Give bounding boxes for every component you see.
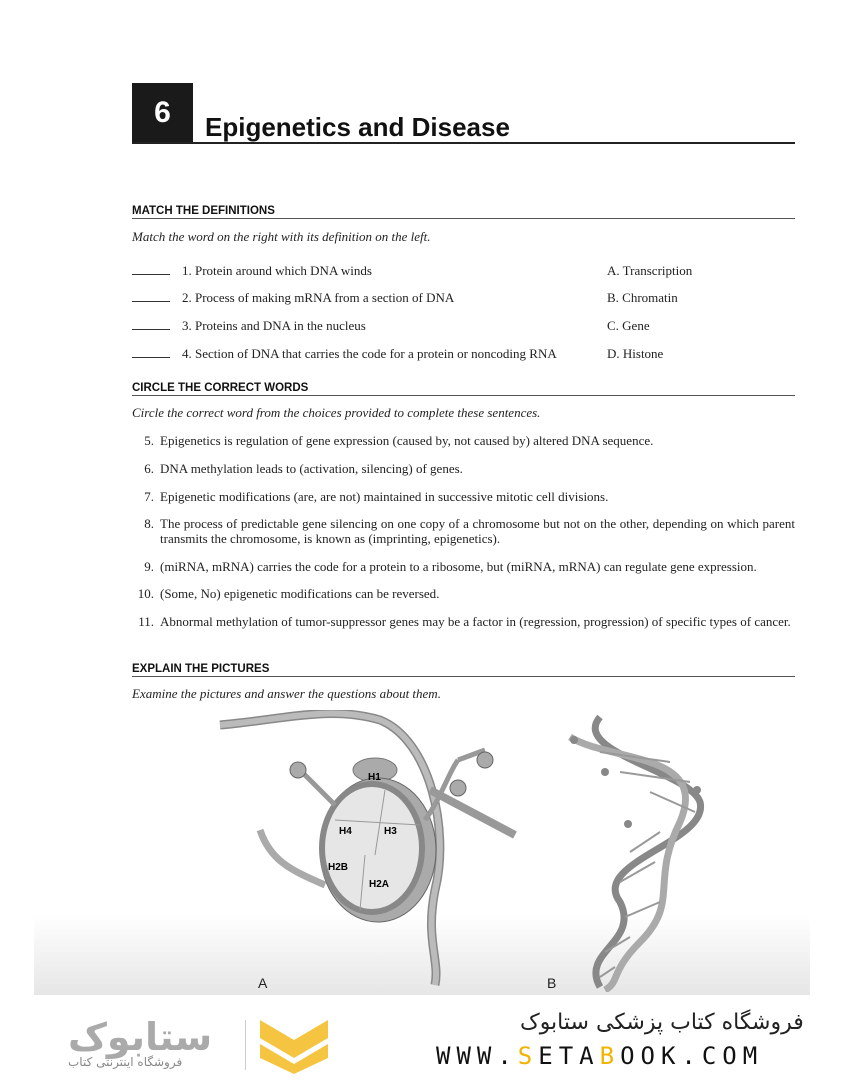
section-header-match: MATCH THE DEFINITIONS (132, 205, 795, 219)
histone-tail-bead (477, 752, 493, 768)
answer-option: C. Gene (607, 318, 650, 333)
question-number: 8. (144, 516, 154, 531)
setabook-logo-text: ستابوک (68, 1015, 213, 1059)
question (132, 489, 795, 504)
answer-blank[interactable] (132, 301, 170, 302)
definition: 4. Section of DNA that carries the code for a protein or noncoding RNA (182, 346, 557, 361)
answer-option: D. Histone (607, 346, 664, 361)
question-number: 6. (144, 461, 154, 476)
chapter-title: Epigenetics and Disease (205, 112, 510, 142)
answer-blank[interactable] (132, 357, 170, 358)
answer-option: B. Chromatin (607, 290, 678, 305)
question (132, 586, 795, 601)
question (132, 614, 795, 629)
question-text: DNA methylation leads to (activation, silencing) of genes. (160, 461, 463, 476)
definition: 3. Proteins and DNA in the nucleus (182, 318, 366, 333)
histone-tail-bead (450, 780, 466, 796)
dna-helix-figure (560, 712, 720, 992)
circle-instruction: Circle the correct word from the choices provided to complete these sentences. (132, 405, 541, 420)
url-part: B (599, 1042, 621, 1070)
match-row (132, 318, 795, 334)
url-part: S (517, 1042, 539, 1070)
url-part: ETA (538, 1042, 600, 1070)
histone-label: H2A (369, 879, 390, 890)
match-row (132, 263, 795, 279)
answer-blank[interactable] (132, 274, 170, 275)
histone-label: H3 (384, 826, 397, 837)
title-rule (132, 142, 795, 144)
store-name: فروشگاه کتاب پزشکی ستابوک (520, 1010, 804, 1035)
explain-instruction: Examine the pictures and answer the questions about them. (132, 686, 441, 701)
logo-tagline: فروشگاه اینترنتی کتاب (68, 1055, 183, 1069)
url-part: WWW. (436, 1042, 518, 1070)
histone-label: H2B (328, 862, 349, 873)
question (132, 433, 795, 448)
answer-blank[interactable] (132, 329, 170, 330)
setabook-chevron-logo-icon (258, 1018, 330, 1074)
question (132, 461, 795, 476)
question-number: 7. (144, 489, 154, 504)
question-text: Epigenetic modifications (are, are not) maintained in successive mitotic cell divisions. (160, 489, 609, 504)
question-number: 5. (144, 433, 154, 448)
match-row (132, 290, 795, 306)
histone-label: H1 (368, 772, 381, 783)
definition: 2. Process of making mRNA from a section of DNA (182, 290, 455, 305)
question-text: The process of predictable gene silencing on one copy of a chromosome but not on the other, depending on which parent transmits the chromosome, is known as (imprinting, epigenetics). (160, 516, 795, 546)
match-row (132, 346, 795, 362)
question-number: 10. (137, 586, 154, 601)
histone-label: H4 (339, 826, 352, 837)
match-instruction: Match the word on the right with its definition on the left. (132, 229, 431, 244)
question-text: (Some, No) epigenetic modifications can be reversed. (160, 586, 440, 601)
nucleosome-figure (200, 710, 600, 990)
question-text: Epigenetics is regulation of gene expression (caused by, not caused by) altered DNA sequence. (160, 433, 654, 448)
answer-option: A. Transcription (607, 263, 693, 278)
chapter-number: 6 (132, 83, 193, 143)
question-text: Abnormal methylation of tumor-suppressor genes may be a factor in (regression, progression) of specific types of cancer. (160, 614, 791, 629)
figure-a-label: A (258, 975, 268, 991)
question (132, 559, 795, 574)
url-part: OOK.COM (620, 1042, 764, 1070)
question-text: (miRNA, mRNA) carries the code for a protein to a ribosome, but (miRNA, mRNA) can regulate gene expression. (160, 559, 757, 574)
section-header-explain: EXPLAIN THE PICTURES (132, 663, 795, 677)
logo-divider (245, 1020, 246, 1070)
figure-b-label: B (547, 975, 557, 991)
store-url[interactable] (436, 1042, 763, 1070)
section-header-circle: CIRCLE THE CORRECT WORDS (132, 382, 795, 396)
histone-tail-bead (290, 762, 306, 778)
question-number: 11. (138, 614, 154, 629)
question-number: 9. (144, 559, 154, 574)
question (132, 516, 795, 546)
definition: 1. Protein around which DNA winds (182, 263, 372, 278)
